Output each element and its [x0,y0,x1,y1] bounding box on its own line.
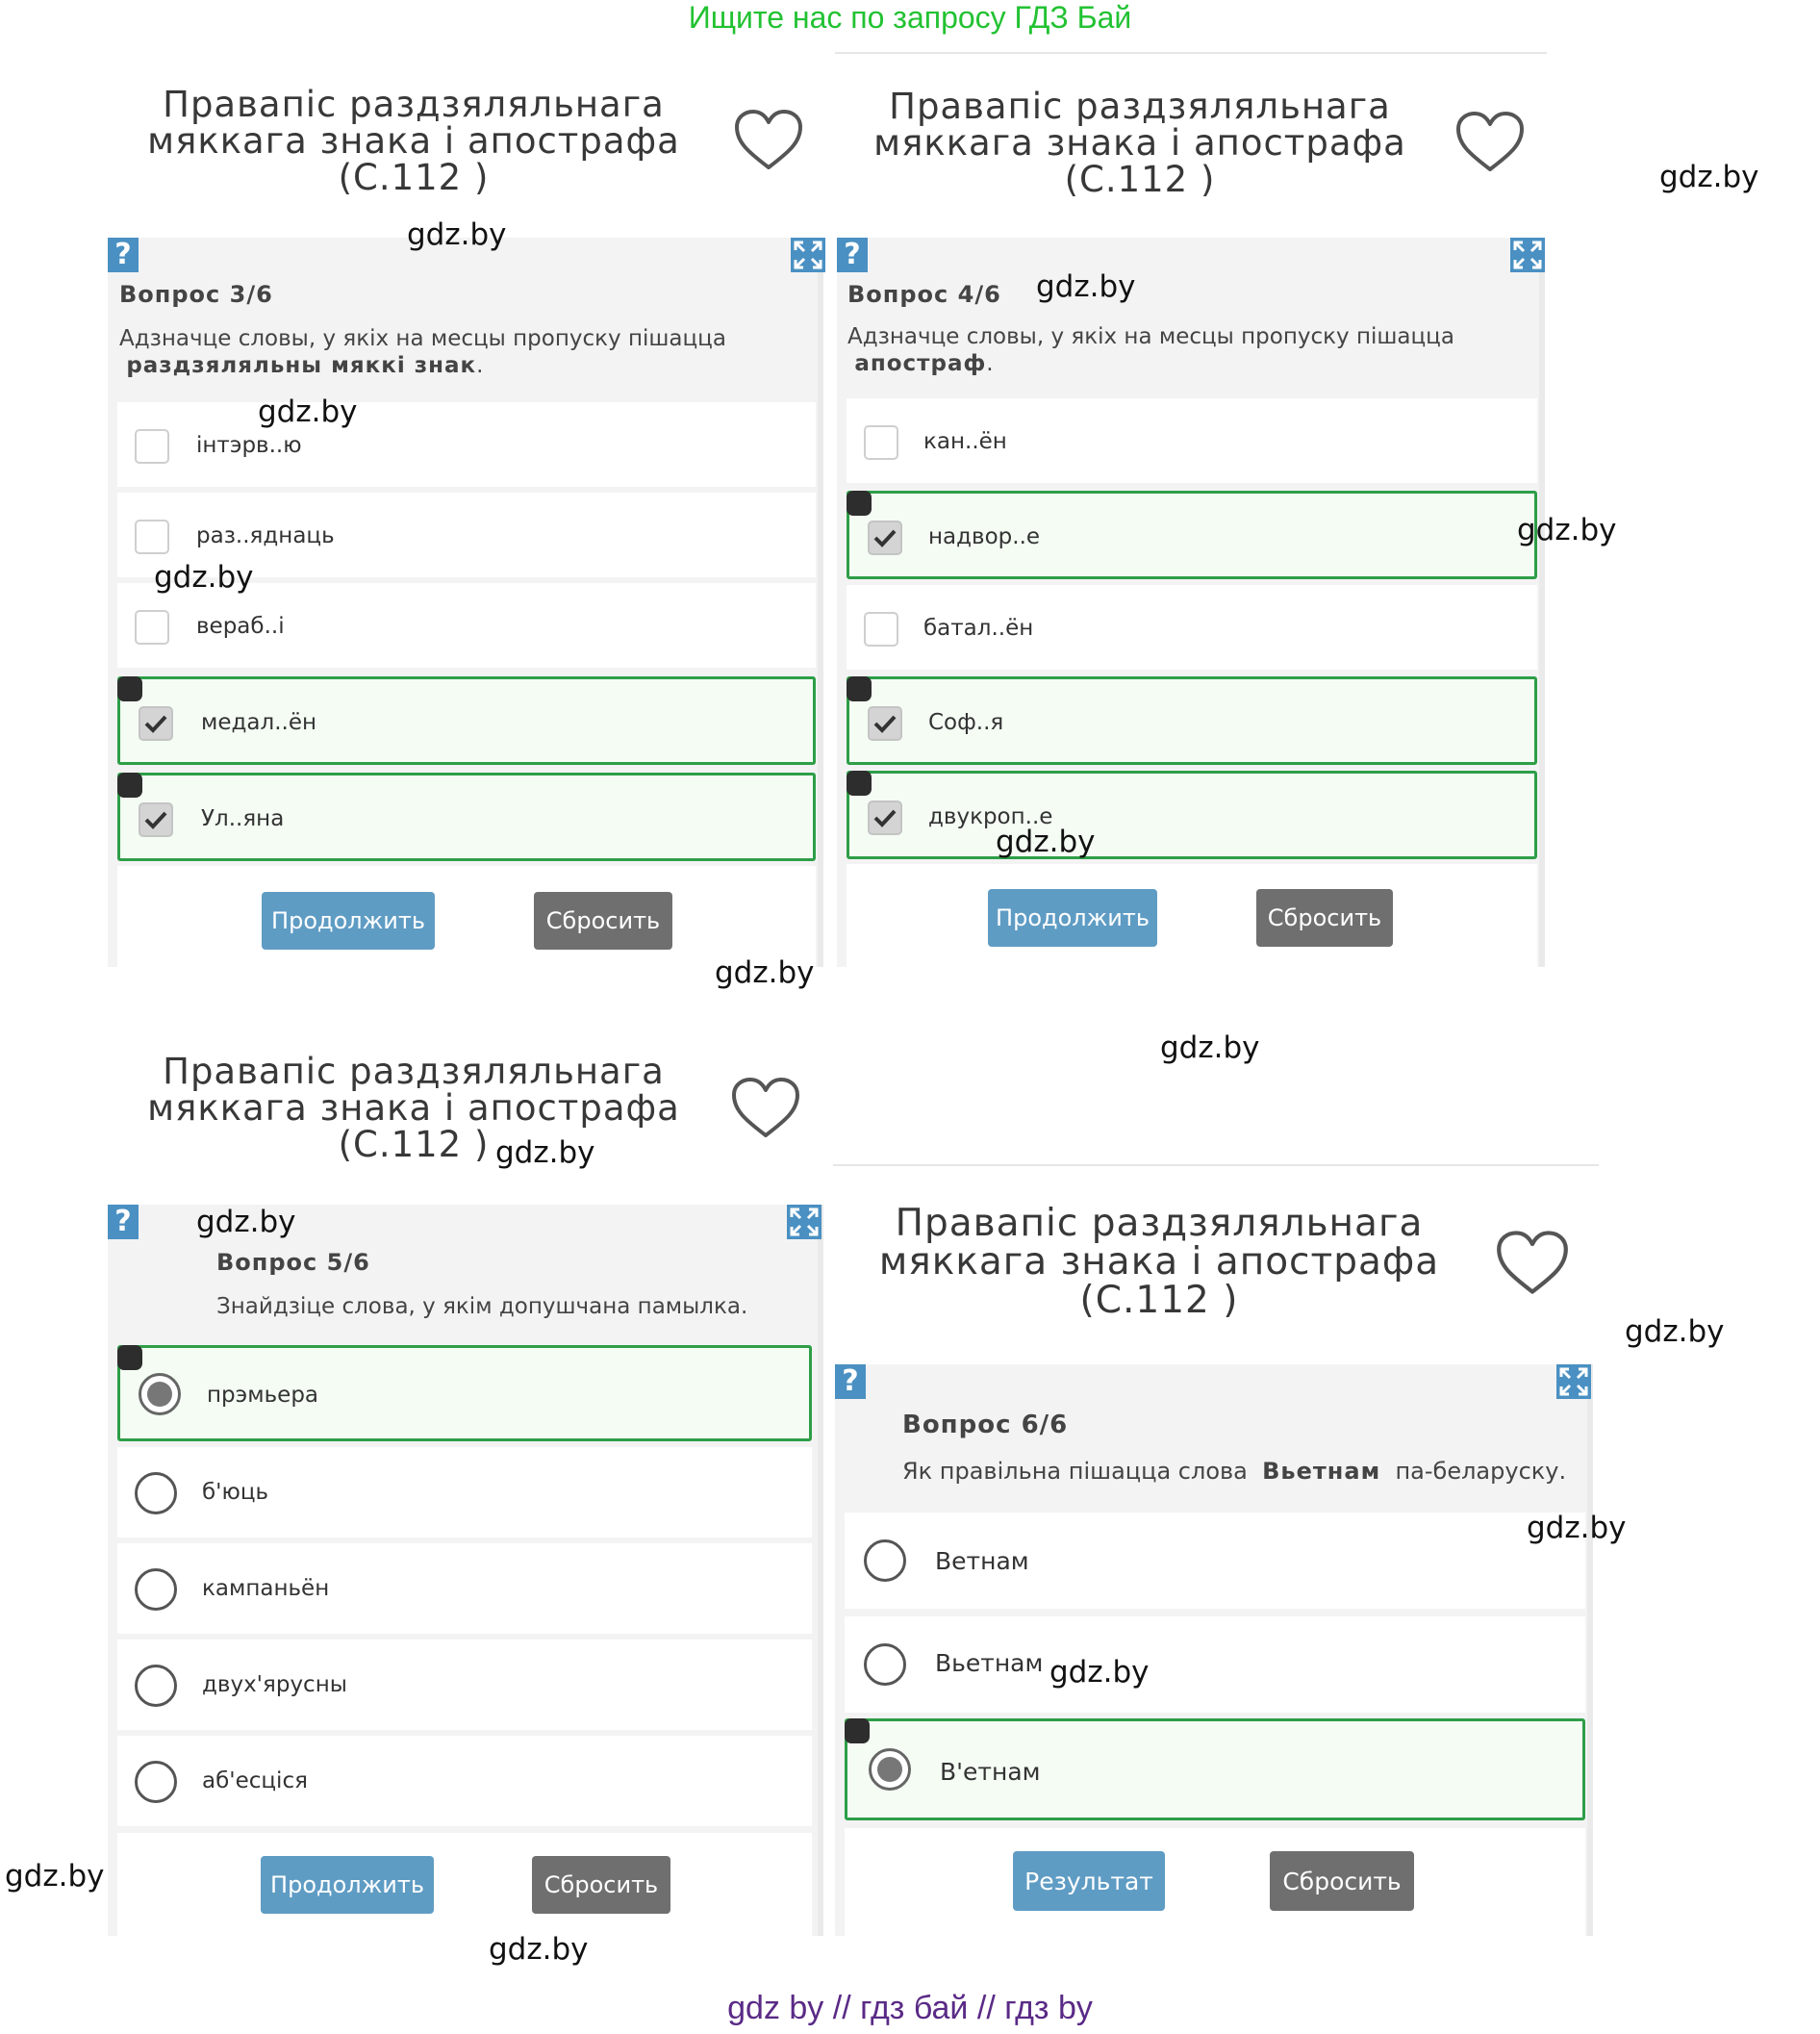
expand-icon[interactable] [791,238,825,272]
panel-edge [818,1205,823,1936]
heart-icon[interactable] [1454,110,1526,173]
test-title-line: (С.112 ) [338,157,490,198]
checkbox[interactable] [864,425,898,460]
option-label: Ветнам [935,1547,1029,1575]
option-label: кан..ён [923,429,1007,454]
answer-option[interactable] [117,1543,812,1634]
reset-button[interactable]: Сбросить [1270,1851,1414,1911]
option-label: В'етнам [940,1758,1041,1786]
answer-option[interactable] [117,1736,812,1826]
check-icon [870,802,900,833]
option-label: Соф..я [928,710,1004,735]
radio[interactable] [135,1472,177,1514]
watermark: gdz.by [495,1135,595,1170]
test-title-line: (С.112 ) [1079,1279,1239,1322]
watermark: gdz.by [258,394,358,429]
question-text-main: Адзначце словы, у якіх на месцы пропуску пішацца [119,326,726,351]
answer-option-selected[interactable] [117,676,816,765]
question-text-main: Як правільна пішацца слова [902,1458,1248,1485]
watermark: gdz.by [407,217,507,252]
question-number: Вопрос 6/6 [902,1411,1069,1439]
panel-edge [1587,1364,1593,1936]
question-text-bold: раздзяляльны мяккі знак [126,353,477,378]
answer-option[interactable] [117,402,816,487]
question-text-main: Адзначце словы, у якіх на месцы пропуску пішацца [847,324,1454,349]
answer-option[interactable] [845,1513,1585,1609]
reset-button[interactable]: Сбросить [532,1856,670,1914]
test-title-line: Правапіс раздзяляльнага [163,1051,665,1092]
checkbox[interactable] [864,612,898,647]
marker-dot [117,1345,142,1370]
panel-edge [818,238,823,967]
test-title-line: мяккага знака і апострафа [147,120,680,162]
marker-dot [847,676,872,701]
test-title [144,1051,683,1165]
option-label: прэмьера [207,1383,319,1408]
watermark: gdz.by [1517,513,1617,547]
option-label: аб'есціся [202,1768,308,1793]
continue-button[interactable]: Продолжить [261,1856,434,1914]
checkbox-checked[interactable] [868,706,902,741]
radio[interactable] [864,1643,906,1686]
question-text [119,325,812,379]
reset-button[interactable]: Сбросить [534,892,672,950]
option-label: раз..яднаць [196,523,335,548]
option-label: вераб..і [196,614,285,639]
option-label: б'юць [202,1480,269,1505]
question-number: Вопрос 3/6 [119,281,273,308]
continue-button[interactable]: Продолжить [988,889,1157,947]
answer-option-selected[interactable] [847,676,1537,765]
radio-selected[interactable] [869,1748,911,1791]
watermark: gdz.by [1625,1314,1725,1349]
option-label: батал..ён [923,616,1034,641]
marker-dot [117,676,142,701]
test-title-line: (С.112 ) [338,1124,490,1165]
question-text-bold: апостраф [854,351,987,376]
divider [833,1164,1599,1166]
question-number: Вопрос 5/6 [216,1249,370,1276]
radio[interactable] [135,1761,177,1803]
question-text: Знайдзіце слова, у якім допушчана памылка. [216,1294,748,1319]
question-icon[interactable]: ? [837,238,868,272]
answer-option-selected[interactable] [847,771,1537,859]
question-icon[interactable]: ? [835,1364,866,1399]
marker-dot [847,771,872,796]
question-icon[interactable]: ? [108,1205,139,1239]
answer-option-selected[interactable] [117,1345,812,1441]
test-title [871,86,1409,200]
test-title [871,1202,1448,1322]
watermark: gdz.by [996,825,1096,859]
watermark: gdz.by [154,560,254,595]
checkbox-checked[interactable] [139,802,173,837]
answer-option[interactable] [845,1616,1585,1713]
buttons-area [845,1828,1585,1936]
question-text-end: па-беларуску. [1395,1458,1567,1485]
buttons-area [847,864,1537,967]
check-icon [870,708,900,739]
answer-option-selected[interactable] [117,773,816,861]
reset-button[interactable]: Сбросить [1256,889,1393,947]
test-title-line: мяккага знака і апострафа [147,1087,680,1129]
test-title-line: (С.112 ) [1064,159,1216,200]
expand-icon[interactable] [1510,238,1545,272]
test-title [144,84,683,198]
watermark: gdz.by [1659,160,1759,194]
answer-option[interactable] [117,583,816,668]
search-banner: Ищите нас по запросу ГДЗ Бай [688,0,1132,35]
panel-edge [1539,238,1545,967]
watermark: gdz.by [196,1205,296,1239]
expand-icon[interactable] [787,1205,822,1239]
result-button[interactable]: Результат [1013,1851,1165,1911]
test-title-line: Правапіс раздзяляльнага [163,84,665,125]
checkbox[interactable] [135,610,169,645]
question-text-bold: Вьетнам [1262,1458,1381,1485]
option-label: двух'ярусны [202,1672,347,1697]
footer-links: gdz by // гдз бай // гдз by [727,1990,1093,2026]
expand-icon[interactable] [1556,1364,1591,1399]
test-title-line: Правапіс раздзяляльнага [895,1202,1424,1245]
heart-icon[interactable] [733,108,804,171]
option-label: кампаньён [202,1576,330,1601]
test-title-line: мяккага знака і апострафа [878,1240,1440,1284]
option-label: медал..ён [201,710,317,735]
answer-option[interactable] [847,585,1537,670]
answer-option[interactable] [117,1640,812,1730]
checkbox-checked[interactable] [868,521,902,555]
watermark: gdz.by [1527,1511,1627,1545]
answer-option-selected[interactable] [847,491,1537,579]
heart-icon[interactable] [1495,1229,1570,1296]
question-number: Вопрос 4/6 [847,281,1001,308]
question-text [902,1458,1576,1485]
watermark: gdz.by [1049,1655,1150,1690]
marker-dot [847,491,872,516]
checkbox-checked[interactable] [139,706,173,741]
checkbox-checked[interactable] [868,801,902,835]
checkbox[interactable] [135,520,169,554]
answer-option-selected[interactable] [845,1718,1585,1820]
question-text-end: . [476,353,484,378]
marker-dot [845,1718,870,1743]
question-text-end: . [986,351,994,376]
watermark: gdz.by [715,955,815,990]
heart-icon[interactable] [730,1076,801,1139]
test-title-line: Правапіс раздзяляльнага [889,86,1391,127]
question-icon[interactable]: ? [108,238,139,272]
checkbox[interactable] [135,429,169,464]
watermark: gdz.by [5,1859,105,1894]
check-icon [140,804,171,835]
option-label: Вьетнам [935,1649,1044,1677]
watermark: gdz.by [1036,269,1136,304]
watermark: gdz.by [489,1932,589,1967]
radio[interactable] [864,1539,906,1582]
radio[interactable] [135,1665,177,1707]
buttons-area [117,1833,812,1936]
option-label: надвор..е [928,524,1041,549]
radio[interactable] [135,1568,177,1611]
answer-option[interactable] [117,1447,812,1538]
divider [835,52,1547,54]
buttons-area [117,866,816,967]
option-label: інтэрв..ю [196,433,302,458]
watermark: gdz.by [1160,1030,1260,1065]
answer-option[interactable] [847,398,1537,483]
option-label: двукроп..е [928,804,1053,829]
check-icon [870,522,900,553]
test-title-line: мяккага знака і апострафа [873,122,1406,164]
option-label: Ул..яна [201,806,285,831]
marker-dot [117,773,142,798]
continue-button[interactable]: Продолжить [262,892,435,950]
question-text [847,323,1530,377]
radio-selected[interactable] [139,1373,181,1415]
check-icon [140,708,171,739]
